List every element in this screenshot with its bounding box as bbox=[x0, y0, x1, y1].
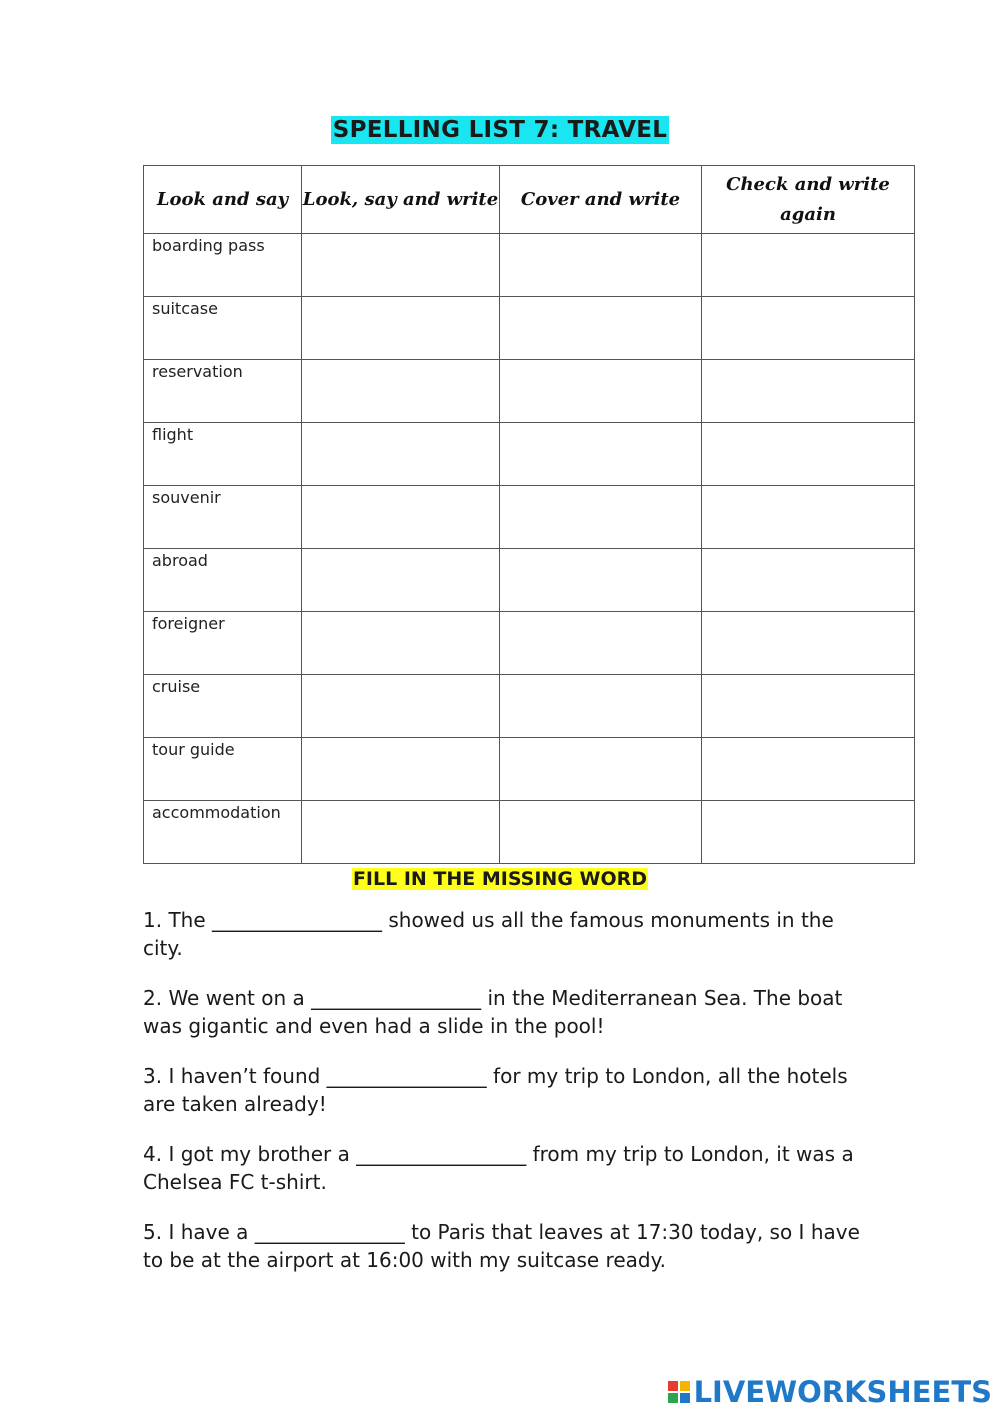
answer-cell-look-say-write[interactable] bbox=[302, 234, 500, 297]
answer-cell-cover-write[interactable] bbox=[500, 612, 702, 675]
header-look-say-write: Look, say and write bbox=[302, 166, 500, 234]
answer-cell-check-write[interactable] bbox=[702, 738, 915, 801]
section-title-fill-missing-word: FILL IN THE MISSING WORD bbox=[352, 868, 648, 890]
word-cell: reservation bbox=[144, 360, 302, 423]
answer-cell-cover-write[interactable] bbox=[500, 297, 702, 360]
table-row bbox=[144, 486, 915, 549]
table-row bbox=[144, 612, 915, 675]
fill-title-wrap bbox=[0, 868, 1000, 890]
word-cell: suitcase bbox=[144, 297, 302, 360]
answer-cell-look-say-write[interactable] bbox=[302, 549, 500, 612]
table-row bbox=[144, 801, 915, 864]
word-cell: boarding pass bbox=[144, 234, 302, 297]
title-wrap bbox=[0, 116, 1000, 144]
answer-cell-check-write[interactable] bbox=[702, 360, 915, 423]
logo-text: LIVEWORKSHEETS bbox=[693, 1375, 992, 1409]
table-header-row bbox=[144, 166, 915, 234]
header-check-write-again: Check and write again bbox=[702, 166, 915, 234]
sentence-2: 2. We went on a _________________ in the Mediterranean Sea. The boat was gigantic and even had a slide in the pool! bbox=[143, 986, 843, 1038]
word-cell: souvenir bbox=[144, 486, 302, 549]
word-cell: tour guide bbox=[144, 738, 302, 801]
answer-cell-cover-write[interactable] bbox=[500, 738, 702, 801]
table-row bbox=[144, 234, 915, 297]
logo-squares-icon bbox=[668, 1381, 690, 1403]
answer-cell-look-say-write[interactable] bbox=[302, 675, 500, 738]
logo-square-red bbox=[668, 1381, 678, 1391]
table-row bbox=[144, 675, 915, 738]
answer-cell-check-write[interactable] bbox=[702, 675, 915, 738]
answer-cell-cover-write[interactable] bbox=[500, 675, 702, 738]
answer-cell-look-say-write[interactable] bbox=[302, 423, 500, 486]
logo-square-green bbox=[668, 1393, 678, 1403]
table-row bbox=[144, 549, 915, 612]
answer-cell-check-write[interactable] bbox=[702, 234, 915, 297]
table-row bbox=[144, 360, 915, 423]
answer-cell-cover-write[interactable] bbox=[500, 549, 702, 612]
sentence-4: 4. I got my brother a _________________ from my trip to London, it was a Chelsea FC t-shirt. bbox=[143, 1142, 854, 1194]
header-look-and-say: Look and say bbox=[144, 166, 302, 234]
sentence-3: 3. I haven’t found ________________ for my trip to London, all the hotels are taken already! bbox=[143, 1064, 848, 1116]
word-cell: flight bbox=[144, 423, 302, 486]
sentence-5: 5. I have a _______________ to Paris that leaves at 17:30 today, so I have to be at the airport at 16:00 with my suitcase ready. bbox=[143, 1220, 860, 1272]
table-row bbox=[144, 423, 915, 486]
answer-cell-cover-write[interactable] bbox=[500, 423, 702, 486]
answer-cell-check-write[interactable] bbox=[702, 549, 915, 612]
answer-cell-cover-write[interactable] bbox=[500, 234, 702, 297]
word-cell: cruise bbox=[144, 675, 302, 738]
logo-square-blue bbox=[680, 1393, 690, 1403]
spelling-table bbox=[143, 165, 915, 864]
answer-cell-check-write[interactable] bbox=[702, 801, 915, 864]
page-title: SPELLING LIST 7: TRAVEL bbox=[332, 117, 668, 143]
sentence-1: 1. The _________________ showed us all the famous monuments in the city. bbox=[143, 908, 834, 960]
header-cover-write: Cover and write bbox=[500, 166, 702, 234]
word-cell: accommodation bbox=[144, 801, 302, 864]
answer-cell-cover-write[interactable] bbox=[500, 360, 702, 423]
answer-cell-cover-write[interactable] bbox=[500, 801, 702, 864]
answer-cell-cover-write[interactable] bbox=[500, 486, 702, 549]
logo-square-yellow bbox=[680, 1381, 690, 1391]
answer-cell-check-write[interactable] bbox=[702, 612, 915, 675]
table-row bbox=[144, 297, 915, 360]
answer-cell-look-say-write[interactable] bbox=[302, 738, 500, 801]
word-cell: abroad bbox=[144, 549, 302, 612]
answer-cell-check-write[interactable] bbox=[702, 423, 915, 486]
sentence-list bbox=[143, 906, 873, 1296]
table-row bbox=[144, 738, 915, 801]
word-cell: foreigner bbox=[144, 612, 302, 675]
answer-cell-look-say-write[interactable] bbox=[302, 801, 500, 864]
answer-cell-check-write[interactable] bbox=[702, 486, 915, 549]
answer-cell-look-say-write[interactable] bbox=[302, 360, 500, 423]
answer-cell-check-write[interactable] bbox=[702, 297, 915, 360]
answer-cell-look-say-write[interactable] bbox=[302, 486, 500, 549]
answer-cell-look-say-write[interactable] bbox=[302, 612, 500, 675]
liveworksheets-logo[interactable] bbox=[668, 1375, 992, 1409]
answer-cell-look-say-write[interactable] bbox=[302, 297, 500, 360]
